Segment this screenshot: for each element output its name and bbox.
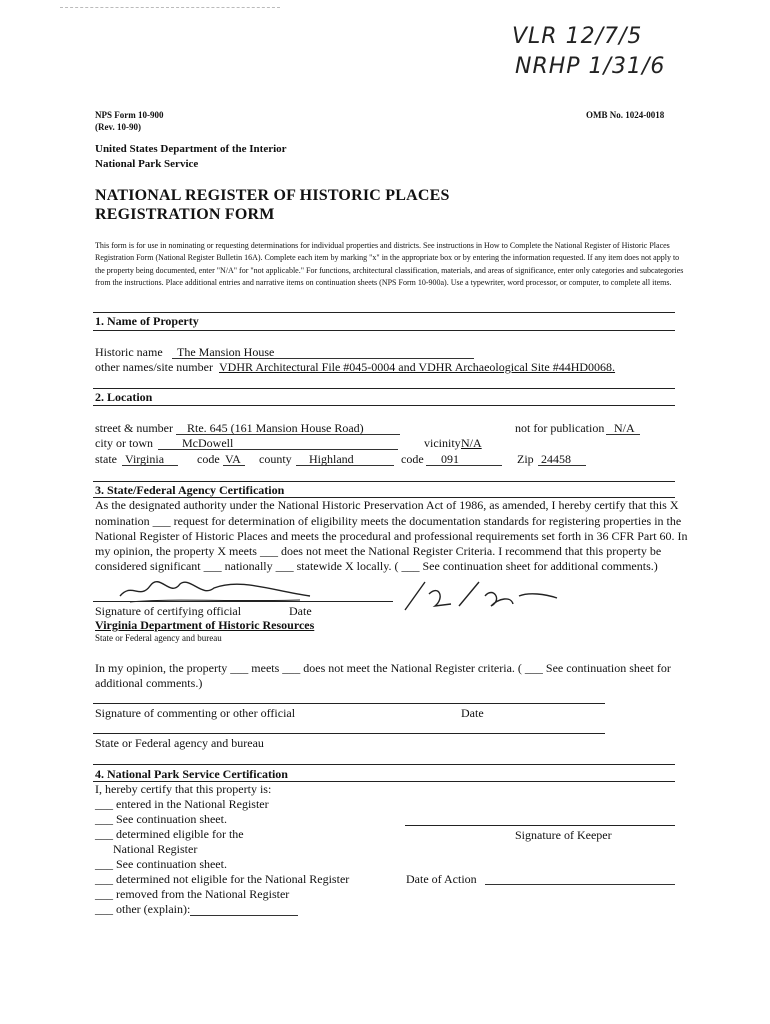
certification-line-5: considered significant ___ nationally ___ statewide X locally. ( ___ See continuation sheet for additional comments.) <box>95 559 658 573</box>
zip-underline <box>538 465 586 466</box>
nps-option-continuation-2[interactable]: ___ See continuation sheet. <box>95 857 227 871</box>
section2-bottom-rule <box>93 405 675 406</box>
nps-option-continuation-1[interactable]: ___ See continuation sheet. <box>95 812 227 826</box>
city-value[interactable]: McDowell <box>182 436 234 450</box>
nps-intro: I, hereby certify that this property is: <box>95 782 272 796</box>
opinion-line-2: additional comments.) <box>95 676 203 690</box>
certifying-date-label: Date <box>289 604 312 618</box>
state-underline <box>122 465 178 466</box>
commenting-agency-label: State or Federal agency and bureau <box>95 736 264 750</box>
county-code-underline <box>426 465 502 466</box>
certifying-agency-label: State or Federal agency and bureau <box>95 633 222 643</box>
nps-other-underline <box>190 915 298 916</box>
service-name: National Park Service <box>95 158 199 170</box>
date-of-action-line[interactable] <box>485 884 675 885</box>
handwritten-vlr-date: VLR 12/7/5 <box>512 24 643 49</box>
state-label: state <box>95 452 117 466</box>
commenting-date-label: Date <box>461 706 484 720</box>
certifying-signature-label: Signature of certifying official <box>95 604 242 618</box>
omb-number: OMB No. 1024-0018 <box>586 110 665 120</box>
nps-option-other[interactable]: ___ other (explain): <box>95 902 191 916</box>
commenting-signature-label: Signature of commenting or other official <box>95 706 296 720</box>
nps-option-entered[interactable]: ___ entered in the National Register <box>95 797 269 811</box>
vicinity-value[interactable]: N/A <box>461 436 482 450</box>
section1-bottom-rule <box>93 330 675 331</box>
street-value[interactable]: Rte. 645 (161 Mansion House Road) <box>187 421 364 435</box>
county-code-value[interactable]: 091 <box>441 452 459 466</box>
form-instructions: This form is for use in nominating or requesting determinations for individual properties and districts. See instructions in How to Complete the National Register of Historic Places Registration Form (National Register Bulletin 16A). Complete each item by marking "x" in the appropriate box or by entering the information requested. If any item does not apply to the property being documented, enter "N/A" for "not applicable." For functions, architectural classification, materials, and areas of significance, enter only categories and subcategories from the instructions. Place additional entries and narrative items on continuation sheets (NPS Form 10-900a). Use a typewriter, word processor, or computer, to complete all items. <box>95 241 684 287</box>
not-for-publication-underline <box>606 434 640 435</box>
commenting-agency-line <box>93 733 605 734</box>
other-names-label: other names/site number <box>95 360 213 374</box>
state-code-underline <box>223 465 245 466</box>
certifying-agency-value: Virginia Department of Historic Resources <box>95 618 315 632</box>
city-underline <box>158 449 398 450</box>
certification-line-3: National Register of Historic Places and meets the procedural and professional requirements set forth in 36 CFR Part 60. In <box>95 529 688 543</box>
form-number: NPS Form 10-900 <box>95 110 164 120</box>
county-code-label: code <box>401 452 424 466</box>
state-code-label: code <box>197 452 220 466</box>
county-underline <box>296 465 394 466</box>
form-title: NATIONAL REGISTER OF HISTORIC PLACES <box>95 187 450 204</box>
street-label: street & number <box>95 421 173 435</box>
section3-title: 3. State/Federal Agency Certification <box>95 483 285 497</box>
nps-option-determined-eligible[interactable]: ___ determined eligible for the <box>95 827 244 841</box>
section4-title: 4. National Park Service Certification <box>95 767 288 781</box>
form-revision: (Rev. 10-90) <box>95 122 141 132</box>
not-for-publication-label: not for publication <box>515 421 605 435</box>
state-value[interactable]: Virginia <box>125 452 165 466</box>
certifying-signature <box>110 572 330 608</box>
historic-name-label: Historic name <box>95 345 163 359</box>
section1-title: 1. Name of Property <box>95 314 199 328</box>
section4-top-rule <box>93 764 675 765</box>
county-value[interactable]: Highland <box>309 452 354 466</box>
zip-label: Zip <box>517 452 534 466</box>
certifying-date-handwritten <box>395 576 565 616</box>
date-of-action-label: Date of Action <box>406 872 477 886</box>
other-names-value[interactable]: VDHR Architectural File #045-0004 and VDHR Archaeological Site #44HD0068. <box>219 360 616 374</box>
zip-value[interactable]: 24458 <box>541 452 571 466</box>
nps-option-determined-eligible-cont: National Register <box>95 842 198 856</box>
certification-line-2: nomination ___ request for determination of eligibility meets the documentation standards for registering properties in the <box>95 514 682 528</box>
department-name: United States Department of the Interior <box>95 143 287 155</box>
handwritten-nrhp-date: NRHP 1/31/6 <box>515 54 666 79</box>
city-label: city or town <box>95 436 153 450</box>
section1-top-rule <box>93 312 675 313</box>
nps-option-removed[interactable]: ___ removed from the National Register <box>95 887 290 901</box>
section2-top-rule <box>93 388 675 389</box>
section2-title: 2. Location <box>95 390 153 404</box>
certifying-signature-line <box>93 601 393 602</box>
county-label: county <box>259 452 292 466</box>
keeper-signature-label: Signature of Keeper <box>515 828 612 842</box>
scan-edge-line <box>60 7 280 8</box>
nps-option-not-eligible[interactable]: ___ determined not eligible for the National Register <box>95 872 350 886</box>
historic-name-value[interactable]: The Mansion House <box>177 345 275 359</box>
historic-name-underline <box>172 358 474 359</box>
certification-line-4: my opinion, the property X meets ___ does not meet the National Register Criteria. I recommend that this property be <box>95 544 662 558</box>
certification-line-1: As the designated authority under the National Historic Preservation Act of 1986, as amended, I hereby certify that this X <box>95 498 679 512</box>
opinion-line-1: In my opinion, the property ___ meets ___ does not meet the National Register criteria. ( ___ See continuation sheet for <box>95 661 671 675</box>
not-for-publication-value[interactable]: N/A <box>614 421 635 435</box>
keeper-signature-line <box>405 825 675 826</box>
street-underline <box>176 434 400 435</box>
section3-top-rule <box>93 481 675 482</box>
commenting-signature-line <box>93 703 605 704</box>
vicinity-label: vicinity <box>424 436 461 450</box>
form-subtitle: REGISTRATION FORM <box>95 206 275 223</box>
state-code-value[interactable]: VA <box>225 452 241 466</box>
